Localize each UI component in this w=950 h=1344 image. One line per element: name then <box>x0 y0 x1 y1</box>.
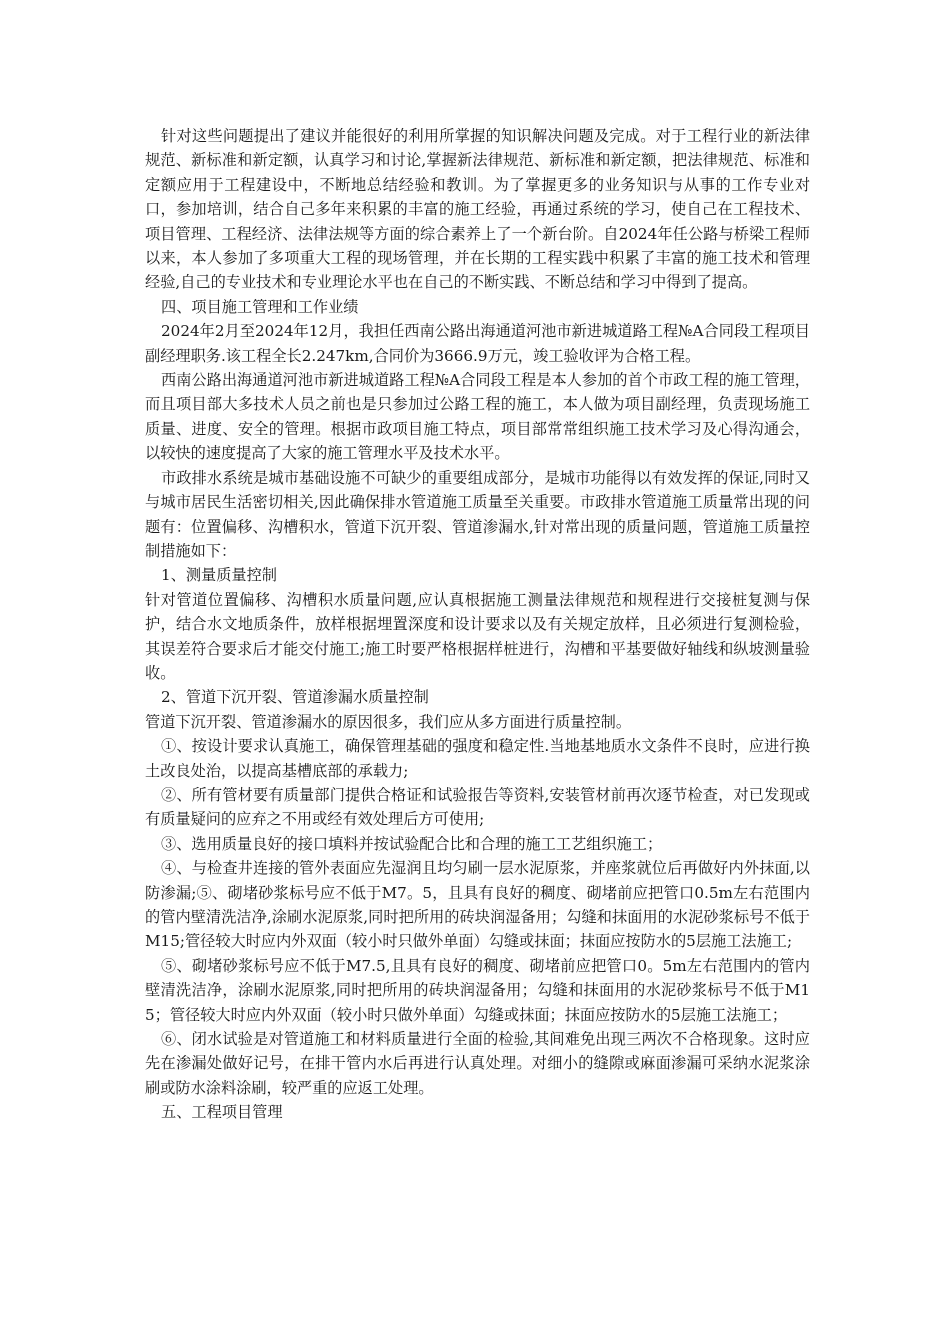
section-heading-4: 四、项目施工管理和工作业绩 <box>161 297 359 316</box>
list-item-6: ⑥、闭水试验是对管道施工和材料质量进行全面的检验,其间难免出现三两次不合格现象。这时应先在渗漏处做好记号，在排干管内水后再进行认真处理。对细小的缝隙或麻面渗漏可采纳水泥浆涂刷或防水涂料涂刷，较严重的应返工处理。 <box>145 1030 810 1097</box>
list-item-1: ①、按设计要求认真施工，确保管理基础的强度和稳定性.当地基地质水文条件不良时，应进行换土改良处治，以提高基槽底部的承载力; <box>145 737 810 780</box>
paragraph-intro: 针对这些问题提出了建议并能很好的利用所掌握的知识解决问题及完成。对于工程行业的新法律规范、新标准和新定额，认真学习和讨论,掌握新法律规范、新标准和新定额，把法律规范、标准和定额应用于工程建设中，不断地总结经验和教训。为了掌握更多的业务知识与从事的工作专业对口，参加培训，结合自己多年来积累的丰富的施工经验，再通过系统的学习，使自己在工程技术、项目管理、工程经济、法律法规等方面的综合素养上了一个新台阶。自2024年任公路与桥梁工程师以来，本人参加了多项重大工程的现场管理，并在长期的工程实践中积累了丰富的施工技术和管理经验,自己的专业技术和专业理论水平也在自己的不断实践、不断总结和学习中得到了提高。 <box>145 127 810 292</box>
paragraph-project-role: 2024年2月至2024年12月，我担任西南公路出海通道河池市新进城道路工程№A合同段工程项目副经理职务.该工程全长2.247km,合同价为3666.9万元，竣工验收评为合格工程。 <box>145 322 810 365</box>
list-item-2: ②、所有管材要有质量部门提供合格证和试验报告等资料,安装管材前再次逐节检查，对已发现或有质量疑问的应弃之不用或经有效处理后方可使用; <box>145 785 810 829</box>
section-heading-5: 五、工程项目管理 <box>161 1103 283 1122</box>
document-page <box>145 124 810 1125</box>
subsection-heading-2: 2、管道下沉开裂、管道渗漏水质量控制 <box>161 688 429 707</box>
subsection-heading-1: 1、测量质量控制 <box>161 566 277 585</box>
paragraph-drainage-system: 市政排水系统是城市基础设施不可缺少的重要组成部分，是城市功能得以有效发挥的保证,同时又与城市居民生活密切相关,因此确保排水管道施工质量至关重要。市政排水管道施工质量常出现的问题有：位置偏移、沟槽积水，管道下沉开裂、管道渗漏水,针对常出现的质量问题，管道施工质量控制措施如下： <box>145 468 810 560</box>
list-item-5: ⑤、砌堵砂浆标号应不低于M7.5,且具有良好的稠度、砌堵前应把管口0。5m左右范围内的管内壁清洗洁净，涂刷水泥原浆,同时把所用的砖块润湿备用；勾缝和抹面用的水泥砂浆标号不低于M15；管径较大时应内外双面（较小时只做外单面）勾缝或抹面；抹面应按防水的5层施工法施工； <box>145 956 810 1024</box>
paragraph-project-management: 西南公路出海通道河池市新进城道路工程№A合同段工程是本人参加的首个市政工程的施工管理，而且项目部大多技术人员之前也是只参加过公路工程的施工，本人做为项目副经理，负责现场施工质量、进度、安全的管理。根据市政项目施工特点，项目部常常组织施工技术学习及心得沟通会，以较快的速度提高了大家的施工管理水平及技术水平。 <box>145 371 810 463</box>
list-item-3: ③、选用质量良好的接口填料并按试验配合比和合理的施工工艺组织施工； <box>161 834 663 853</box>
paragraph-survey-control: 针对管道位置偏移、沟槽积水质量问题,应认真根据施工测量法律规范和规程进行交接桩复测与保护，结合水文地质条件，放样根据埋置深度和设计要求以及有关规定放样，且必须进行复测检验，其误差符合要求后才能交付施工;施工时要严格根据样桩进行，沟槽和平基要做好轴线和纵坡测量验收。 <box>145 590 810 682</box>
list-item-4: ④、与检查井连接的管外表面应先湿润且均匀刷一层水泥原浆，并座浆就位后再做好内外抹面,以防渗漏;⑤、砌堵砂浆标号应不低于M7。5，且具有良好的稠度、砌堵前应把管口0.5m左右范围内的管内壁清洗洁净,涂刷水泥原浆,同时把所用的砖块润湿备用；勾缝和抹面用的水泥砂浆标号不低于M15;管径较大时应内外双面（较小时只做外单面）勾缝或抹面；抹面应按防水的5层施工法施工; <box>145 859 810 951</box>
paragraph-leakage-intro: 管道下沉开裂、管道渗漏水的原因很多，我们应从多方面进行质量控制。 <box>145 712 631 731</box>
